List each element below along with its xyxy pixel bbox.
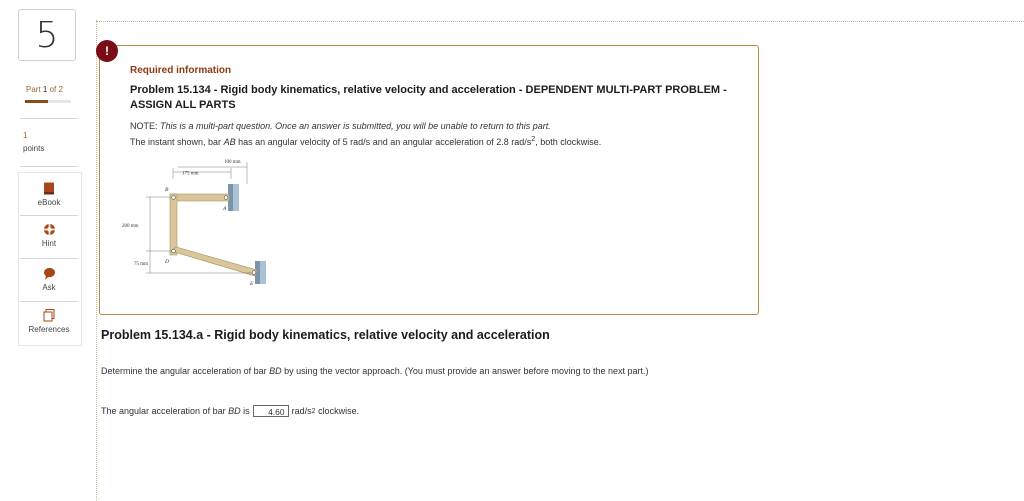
answer-is: is — [243, 406, 250, 416]
note-prefix: NOTE: — [130, 121, 158, 131]
lifebuoy-icon — [43, 223, 56, 236]
problem-statement — [130, 136, 601, 147]
pin-b — [172, 196, 176, 200]
part-number: 1 — [42, 85, 48, 94]
answer-bar: BD — [228, 406, 241, 416]
bar-ab — [170, 194, 229, 201]
answer-post: clockwise. — [318, 406, 360, 416]
required-info-title: Required information — [130, 65, 232, 76]
answer-pre: The angular acceleration of bar — [101, 406, 226, 416]
instruction-bar: BD — [269, 366, 282, 376]
content-guide-horizontal — [96, 21, 1024, 22]
book-icon — [43, 182, 55, 195]
mechanism-figure — [120, 155, 280, 295]
note-body: This is a multi-part question. Once an answer is submitted, you will be unable to return to this part. — [160, 121, 551, 131]
wall-support-e-face — [260, 261, 266, 284]
part-progress-bar — [25, 100, 71, 103]
instruction-pre: Determine the angular acceleration of bar — [101, 366, 267, 376]
statement-sup: 2 — [531, 136, 536, 143]
references-button[interactable] — [20, 309, 78, 334]
divider — [20, 166, 78, 167]
points-label: points — [23, 144, 45, 153]
wall-support-a-face — [233, 184, 239, 211]
part-progress-fill — [25, 100, 48, 103]
divider — [20, 258, 78, 259]
note-text — [130, 121, 551, 131]
answer-sup: 2 — [311, 407, 316, 415]
part-a-instruction — [101, 365, 751, 377]
ebook-label: eBook — [37, 198, 61, 207]
points-value: 1 — [23, 131, 28, 140]
problem-title: Problem 15.134 - Rigid body kinematics, relative velocity and acceleration - DEPENDENT MULTI-PART PROBLEM - ASSIGN ALL PARTS — [130, 84, 727, 111]
references-label: References — [28, 325, 70, 334]
answer-line — [101, 405, 359, 417]
statement-pre: The instant shown, bar — [130, 137, 222, 147]
statement-mid: has an angular velocity of 5 rad/s and an angular acceleration of 2.8 rad/s — [238, 137, 532, 147]
dim-100mm: 100 mm — [224, 160, 241, 165]
bar-bd — [170, 194, 177, 255]
question-number: 5 — [18, 9, 76, 61]
ask-label: Ask — [42, 283, 56, 292]
content-guide-vertical — [96, 20, 97, 501]
ebook-button[interactable] — [20, 182, 78, 207]
label-b: B — [165, 187, 169, 193]
dim-175mm: 175 mm — [182, 171, 199, 177]
ask-button[interactable] — [20, 267, 78, 292]
pin-e — [252, 271, 256, 275]
label-a: A — [223, 206, 227, 212]
pin-a — [224, 196, 228, 200]
statement-bar: AB — [223, 137, 236, 147]
hint-label: Hint — [41, 239, 57, 248]
alert-icon: ! — [96, 40, 118, 62]
statement-post: , both clockwise. — [535, 137, 602, 147]
label-e: E — [250, 281, 254, 287]
answer-unit: rad/s — [291, 406, 312, 416]
bar-de — [171, 247, 257, 276]
dim-200mm: 200 mm — [122, 224, 139, 229]
divider — [20, 118, 78, 119]
instruction-post: by using the vector approach. (You must provide an answer before moving to the next part.) — [284, 366, 649, 376]
answer-input[interactable]: 4.60 — [253, 405, 289, 417]
part-indicator — [26, 85, 63, 94]
dim-75mm: 75 mm — [134, 262, 149, 267]
label-d: D — [165, 259, 169, 265]
part-label: Part — [26, 85, 41, 94]
divider — [20, 301, 78, 302]
divider — [20, 215, 78, 216]
chat-bubble-icon — [43, 267, 56, 280]
document-copy-icon — [43, 309, 55, 322]
part-of: of 2 — [49, 85, 63, 94]
hint-button[interactable] — [20, 223, 78, 248]
part-a-title: Problem 15.134.a - Rigid body kinematics, relative velocity and acceleration — [101, 328, 550, 342]
pin-d — [172, 249, 176, 253]
